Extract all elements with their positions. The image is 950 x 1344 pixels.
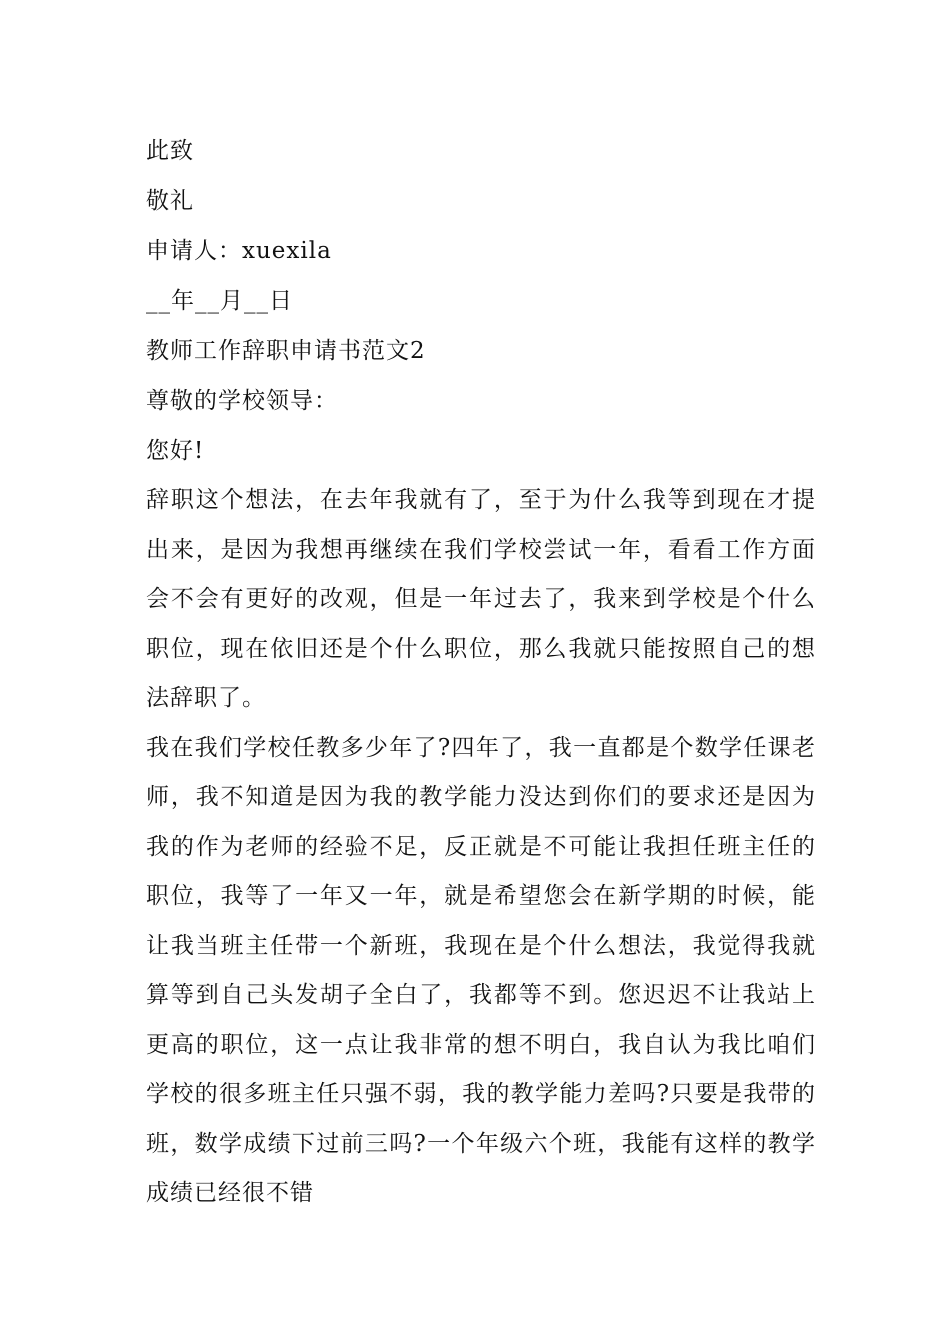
salutation: 尊敬的学校领导：	[146, 388, 338, 414]
document-page	[146, 126, 816, 1219]
paragraph-1: 辞职这个想法，在去年我就有了，至于为什么我等到现在才提出来，是因为我想再继续在我们学校尝试一年，看看工作方面会不会有更好的改观，但是一年过去了，我来到学校是个什么职位，现在依旧还是个什么职位，那么我就只能按照自己的想法辞职了。	[146, 487, 816, 711]
applicant-line: 申请人：xuexila	[146, 238, 332, 264]
greeting: 您好!	[146, 438, 205, 464]
closing-line-2: 敬礼	[146, 188, 194, 214]
closing-line-1: 此致	[146, 138, 194, 164]
section-title: 教师工作辞职申请书范文2	[146, 338, 426, 364]
paragraph-2: 我在我们学校任教多少年了?四年了，我一直都是个数学任课老师，我不知道是因为我的教学能力没达到你们的要求还是因为我的作为老师的经验不足，反正就是不可能让我担任班主任的职位，我等了一年又一年，就是希望您会在新学期的时候，能让我当班主任带一个新班，我现在是个什么想法，我觉得我就算等到自己头发胡子全白了，我都等不到。您迟迟不让我站上更高的职位，这一点让我非常的想不明白，我自认为我比咱们学校的很多班主任只强不弱，我的教学能力差吗?只要是我带的班，数学成绩下过前三吗?一个年级六个班，我能有这样的教学成绩已经很不错	[146, 734, 816, 1206]
date-line: __年__月__日	[146, 288, 293, 314]
